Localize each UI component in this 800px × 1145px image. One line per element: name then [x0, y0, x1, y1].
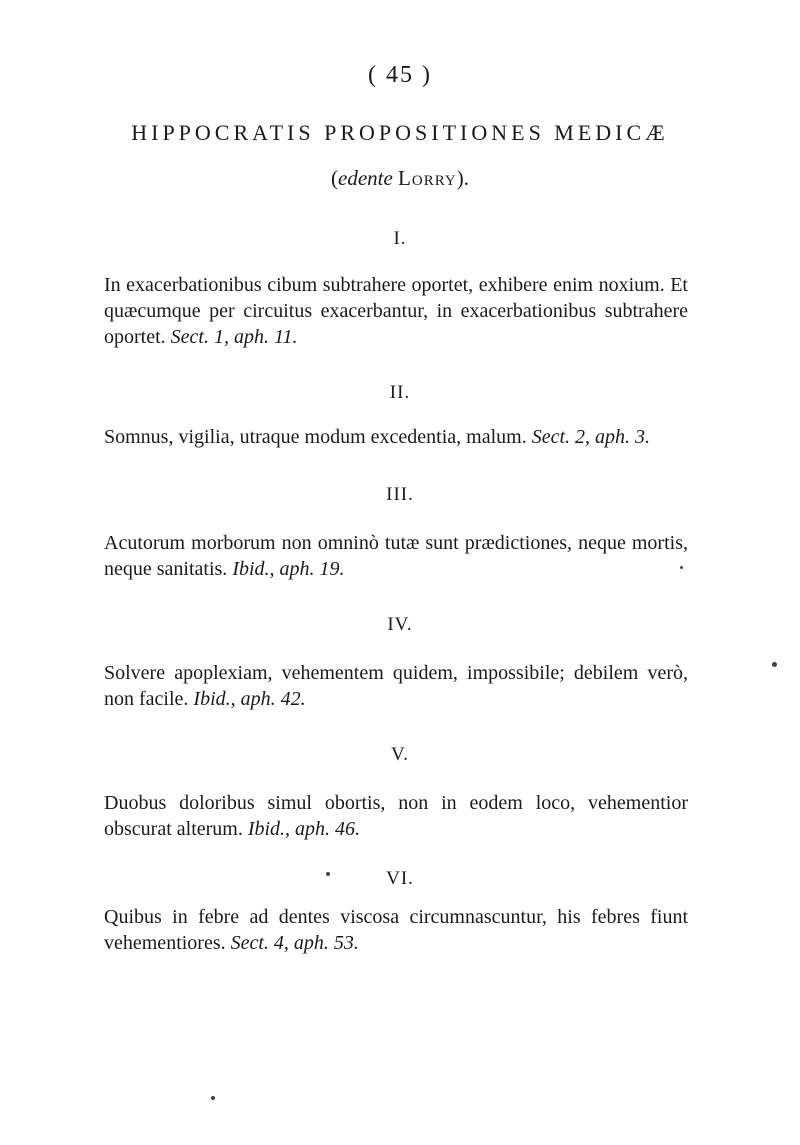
- aphorism-numeral-3: III.: [386, 484, 414, 505]
- aphorism-text-2: [104, 424, 688, 450]
- aphorism-numeral-5: V.: [390, 744, 410, 765]
- subtitle-close: ).: [456, 166, 469, 190]
- page-title: HIPPOCRATIS PROPOSITIONES MEDICÆ: [131, 120, 669, 145]
- page-number: ( 45 ): [368, 62, 432, 88]
- subtitle-editor: Lorry: [398, 166, 457, 190]
- aphorism-reference: Ibid., aph. 19.: [232, 558, 345, 580]
- paper-speck: [211, 1096, 215, 1100]
- aphorism-numeral-2: II.: [389, 382, 411, 403]
- subtitle-edente: edente: [338, 166, 393, 190]
- aphorism-reference: Ibid., aph. 46.: [247, 818, 361, 840]
- aphorism-body: In exacerbationibus cibum subtrahere oportet, exhibere enim noxium. Et quæcumque per circuitus exacerbantur, in exacerbationibus subtrahere oportet.: [104, 274, 688, 348]
- paper-speck: [680, 566, 683, 569]
- aphorism-body: Quibus in febre ad dentes viscosa circumnascuntur, his febres fiunt vehementiores.: [104, 906, 688, 954]
- aphorism-numeral-4: IV.: [387, 614, 413, 635]
- paper-speck: [772, 662, 777, 667]
- aphorism-reference: Sect. 4, aph. 53.: [230, 932, 359, 954]
- aphorism-text-6: [104, 904, 688, 956]
- subtitle-open: (: [331, 166, 338, 190]
- aphorism-numeral-1: I.: [393, 228, 407, 249]
- aphorism-body: Somnus, vigilia, utraque modum excedentia, malum.: [104, 426, 527, 448]
- aphorism-reference: Ibid., aph. 42.: [193, 688, 306, 710]
- aphorism-text-4: [104, 660, 688, 712]
- aphorism-body: Solvere apoplexiam, vehementem quidem, impossibile; debilem verò, non facile.: [104, 662, 688, 710]
- aphorism-text-5: [104, 790, 688, 842]
- paper-speck: [326, 872, 330, 876]
- aphorism-text-3: [104, 530, 688, 582]
- aphorism-body: Acutorum morborum non omninò tutæ sunt prædictiones, neque mortis, neque sanitatis.: [104, 532, 688, 580]
- subtitle: [0, 166, 800, 191]
- aphorism-body: Duobus doloribus simul obortis, non in eodem loco, vehementior obscurat alterum.: [104, 792, 688, 840]
- aphorism-text-1: [104, 272, 688, 350]
- aphorism-reference: Sect. 1, aph. 11.: [170, 326, 298, 348]
- aphorism-reference: Sect. 2, aph. 3.: [531, 426, 651, 448]
- aphorism-numeral-6: VI.: [386, 868, 414, 889]
